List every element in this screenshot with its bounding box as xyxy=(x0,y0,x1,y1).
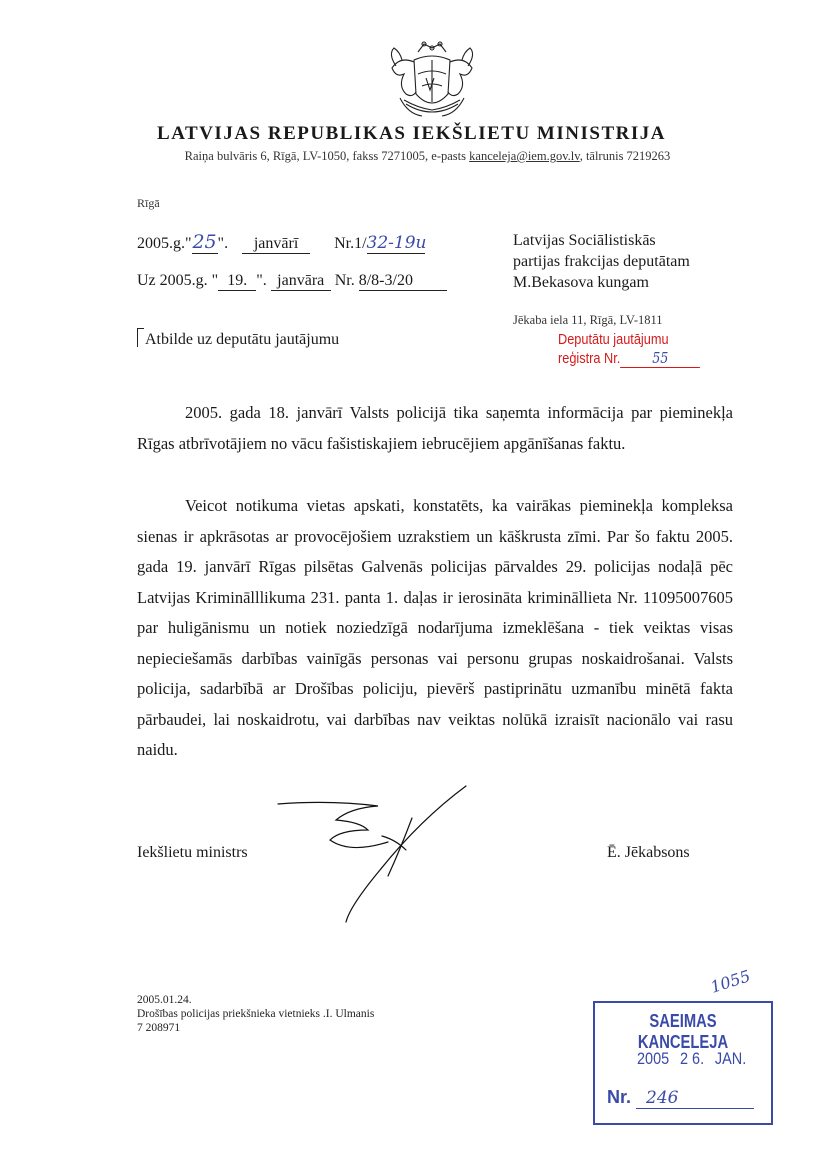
footer-date: 2005.01.24. xyxy=(137,994,192,1006)
ref-month: janvāra xyxy=(271,272,331,291)
ministry-address xyxy=(0,149,823,164)
footer-phone: 7 208971 xyxy=(137,1022,181,1034)
date-month: janvārī xyxy=(242,235,310,254)
coat-of-arms-icon xyxy=(378,38,486,124)
nr-value: 32-19u xyxy=(366,233,427,253)
subject-text: Atbilde uz deputātu jautājumu xyxy=(145,331,340,348)
address-suffix: , tālrunis 7219263 xyxy=(579,149,671,163)
signature-title: Iekšlietu ministrs xyxy=(137,844,248,861)
date-day: 25 xyxy=(192,231,217,253)
stamp-month: JAN. xyxy=(714,1049,747,1068)
email-link[interactable]: kanceleja@iem.gov.lv xyxy=(469,149,580,163)
body-paragraph-1: 2005. gada 18. janvārī Valsts policijā tika saņemta informācija par pieminekļa Rīgas atbrīvotājiem no vācu fašistiskajiem iebrucējiem apgānīšanas faktu. xyxy=(137,403,733,453)
nr-label: Nr.1/ xyxy=(334,235,367,252)
date-mid: ". xyxy=(217,235,229,252)
signer-name: Ē. Jēkabsons xyxy=(607,844,690,861)
ref-nr-label: Nr. xyxy=(334,272,355,289)
ref-day: 19. xyxy=(218,272,256,291)
stamp-handwritten-number: 1055 xyxy=(708,966,753,997)
register-stamp-line-2: reģistra Nr. 55 xyxy=(558,349,700,368)
ref-prefix: Uz 2005.g. " xyxy=(137,272,219,289)
stamp-year: 2005 xyxy=(637,1049,670,1068)
register-number: 55 xyxy=(620,349,700,368)
register-stamp xyxy=(558,331,700,368)
stamp-nr-value: 246 xyxy=(636,1088,754,1109)
footer-block xyxy=(137,993,374,1035)
recipient-address: Jēkaba iela 11, Rīgā, LV-1811 xyxy=(513,313,663,327)
saeima-stamp xyxy=(593,1001,773,1125)
register-stamp-line-1: Deputātu jautājumu xyxy=(558,331,669,348)
recipient-block xyxy=(513,230,690,293)
footer-author: Drošības policijas priekšnieka vietnieks .I. Ulmanis xyxy=(137,1008,375,1020)
subject-bracket xyxy=(137,328,144,347)
date-prefix: 2005.g." xyxy=(137,235,192,252)
recipient-line-3: M.Bekasova kungam xyxy=(513,274,649,291)
ministry-title: LATVIJAS REPUBLIKAS IEKŠLIETU MINISTRIJA xyxy=(157,123,666,144)
stamp-date xyxy=(637,1049,746,1069)
body-paragraph-2: Veicot notikuma vietas apskati, konstatēts, ka vairākas pieminekļa kompleksa sienas ir apkrāsotas ar provocējošiem uzrakstiem un kāškrusta zīmi. Par šo faktu 2005. gada 19. janvārī Rīgas pilsētas Galvenās policijas pārvaldes 29. policijas nodaļā pēc Latvijas Kriminālllikuma 231. panta 1. daļas ir ierosināta krimināllieta Nr. 11095007605 par huligānismu un notiek noziedzīgā nodarījuma izmeklēšana - tiek veiktas visas nepieciešamās darbības vainīgās personas vai personu grupas noskaidrošanai. Valsts policija, sadarbībā ar Drošības policiju, pievērš pastiprinātu uzmanību minētā fakta pārbaudei, lai noskaidrotu, vai darbības nav veiktas nolūkā izraisīt nacionālo vai rasu naidu. xyxy=(137,496,733,759)
date-line xyxy=(137,231,425,254)
recipient-line-2: partijas frakcijas deputātam xyxy=(513,253,690,270)
stamp-title: SAEIMAS KANCELEJA xyxy=(637,1011,729,1052)
ref-nr-value: 8/8-3/20 xyxy=(359,272,447,291)
address-prefix: Raiņa bulvāris 6, Rīgā, LV-1050, fakss 7271005, e-pasts xyxy=(184,149,470,163)
stamp-nr xyxy=(607,1087,754,1109)
subject xyxy=(137,328,339,349)
ref-mid: ". xyxy=(256,272,267,289)
handwritten-signature-icon xyxy=(270,780,480,930)
stamp-nr-label: Nr. xyxy=(607,1087,632,1107)
place: Rīgā xyxy=(137,196,160,210)
reference-line xyxy=(137,272,447,291)
recipient-line-1: Latvijas Sociālistiskās xyxy=(513,232,656,249)
stamp-day: 2 6. xyxy=(679,1049,705,1068)
